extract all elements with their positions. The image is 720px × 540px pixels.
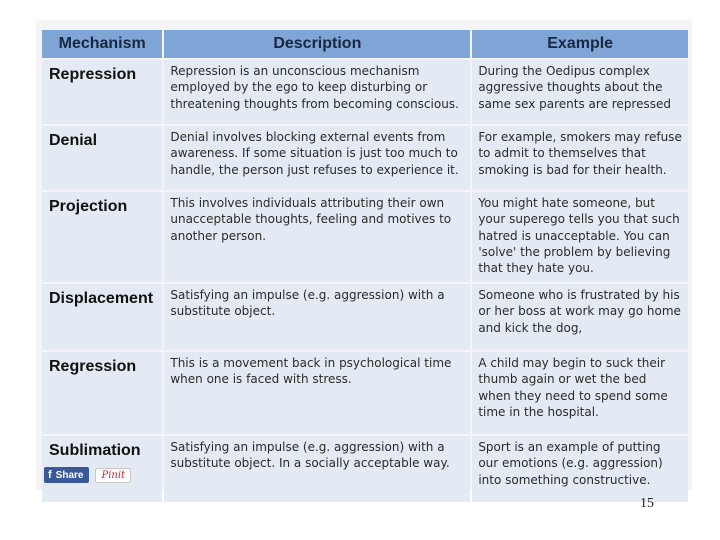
- mechanism-cell: Sublimation: [42, 436, 162, 502]
- mechanism-cell: Regression: [42, 352, 162, 434]
- header-row: [42, 30, 688, 58]
- table-row: [42, 192, 688, 282]
- table-frame: [36, 20, 692, 490]
- facebook-share-label: Share: [55, 469, 84, 481]
- share-bar: [44, 467, 131, 483]
- example-cell: You might hate someone, but your superego tells you that such hatred is unacceptable. You can 'solve' the problem by believing that they hate you.: [472, 192, 688, 282]
- example-cell: Sport is an example of putting our emotions (e.g. aggression) into something constructive.: [472, 436, 688, 502]
- header-description: Description: [164, 30, 470, 58]
- description-cell: Satisfying an impulse (e.g. aggression) with a substitute object. In a socially acceptable way.: [164, 436, 470, 502]
- table-row: [42, 352, 688, 434]
- example-cell: A child may begin to suck their thumb again or wet the bed when they need to spend some time in the hospital.: [472, 352, 688, 434]
- mechanism-cell: Projection: [42, 192, 162, 282]
- example-cell: For example, smokers may refuse to admit to themselves that smoking is bad for their health.: [472, 126, 688, 190]
- header-example: Example: [472, 30, 688, 58]
- description-cell: This is a movement back in psychological time when one is faced with stress.: [164, 352, 470, 434]
- facebook-icon: f: [48, 469, 52, 481]
- description-cell: This involves individuals attributing their own unacceptable thoughts, feeling and motives to another person.: [164, 192, 470, 282]
- description-cell: Satisfying an impulse (e.g. aggression) with a substitute object.: [164, 284, 470, 350]
- mechanism-cell: Repression: [42, 60, 162, 124]
- description-cell: Repression is an unconscious mechanism employed by the ego to keep disturbing or threatening thoughts from becoming conscious.: [164, 60, 470, 124]
- example-cell: Someone who is frustrated by his or her boss at work may go home and kick the dog,: [472, 284, 688, 350]
- facebook-share-button[interactable]: [44, 467, 89, 483]
- defense-mechanisms-table: [40, 28, 690, 504]
- table-row: [42, 284, 688, 350]
- pinterest-pin-button[interactable]: Pinit: [95, 468, 131, 483]
- header-mechanism: Mechanism: [42, 30, 162, 58]
- description-cell: Denial involves blocking external events from awareness. If some situation is just too much to handle, the person just refuses to experience it.: [164, 126, 470, 190]
- table-row: [42, 436, 688, 502]
- page-number: 15: [640, 496, 654, 511]
- mechanism-cell: Denial: [42, 126, 162, 190]
- table-row: [42, 126, 688, 190]
- example-cell: During the Oedipus complex aggressive thoughts about the same sex parents are repressed: [472, 60, 688, 124]
- mechanism-cell: Displacement: [42, 284, 162, 350]
- table-row: [42, 60, 688, 124]
